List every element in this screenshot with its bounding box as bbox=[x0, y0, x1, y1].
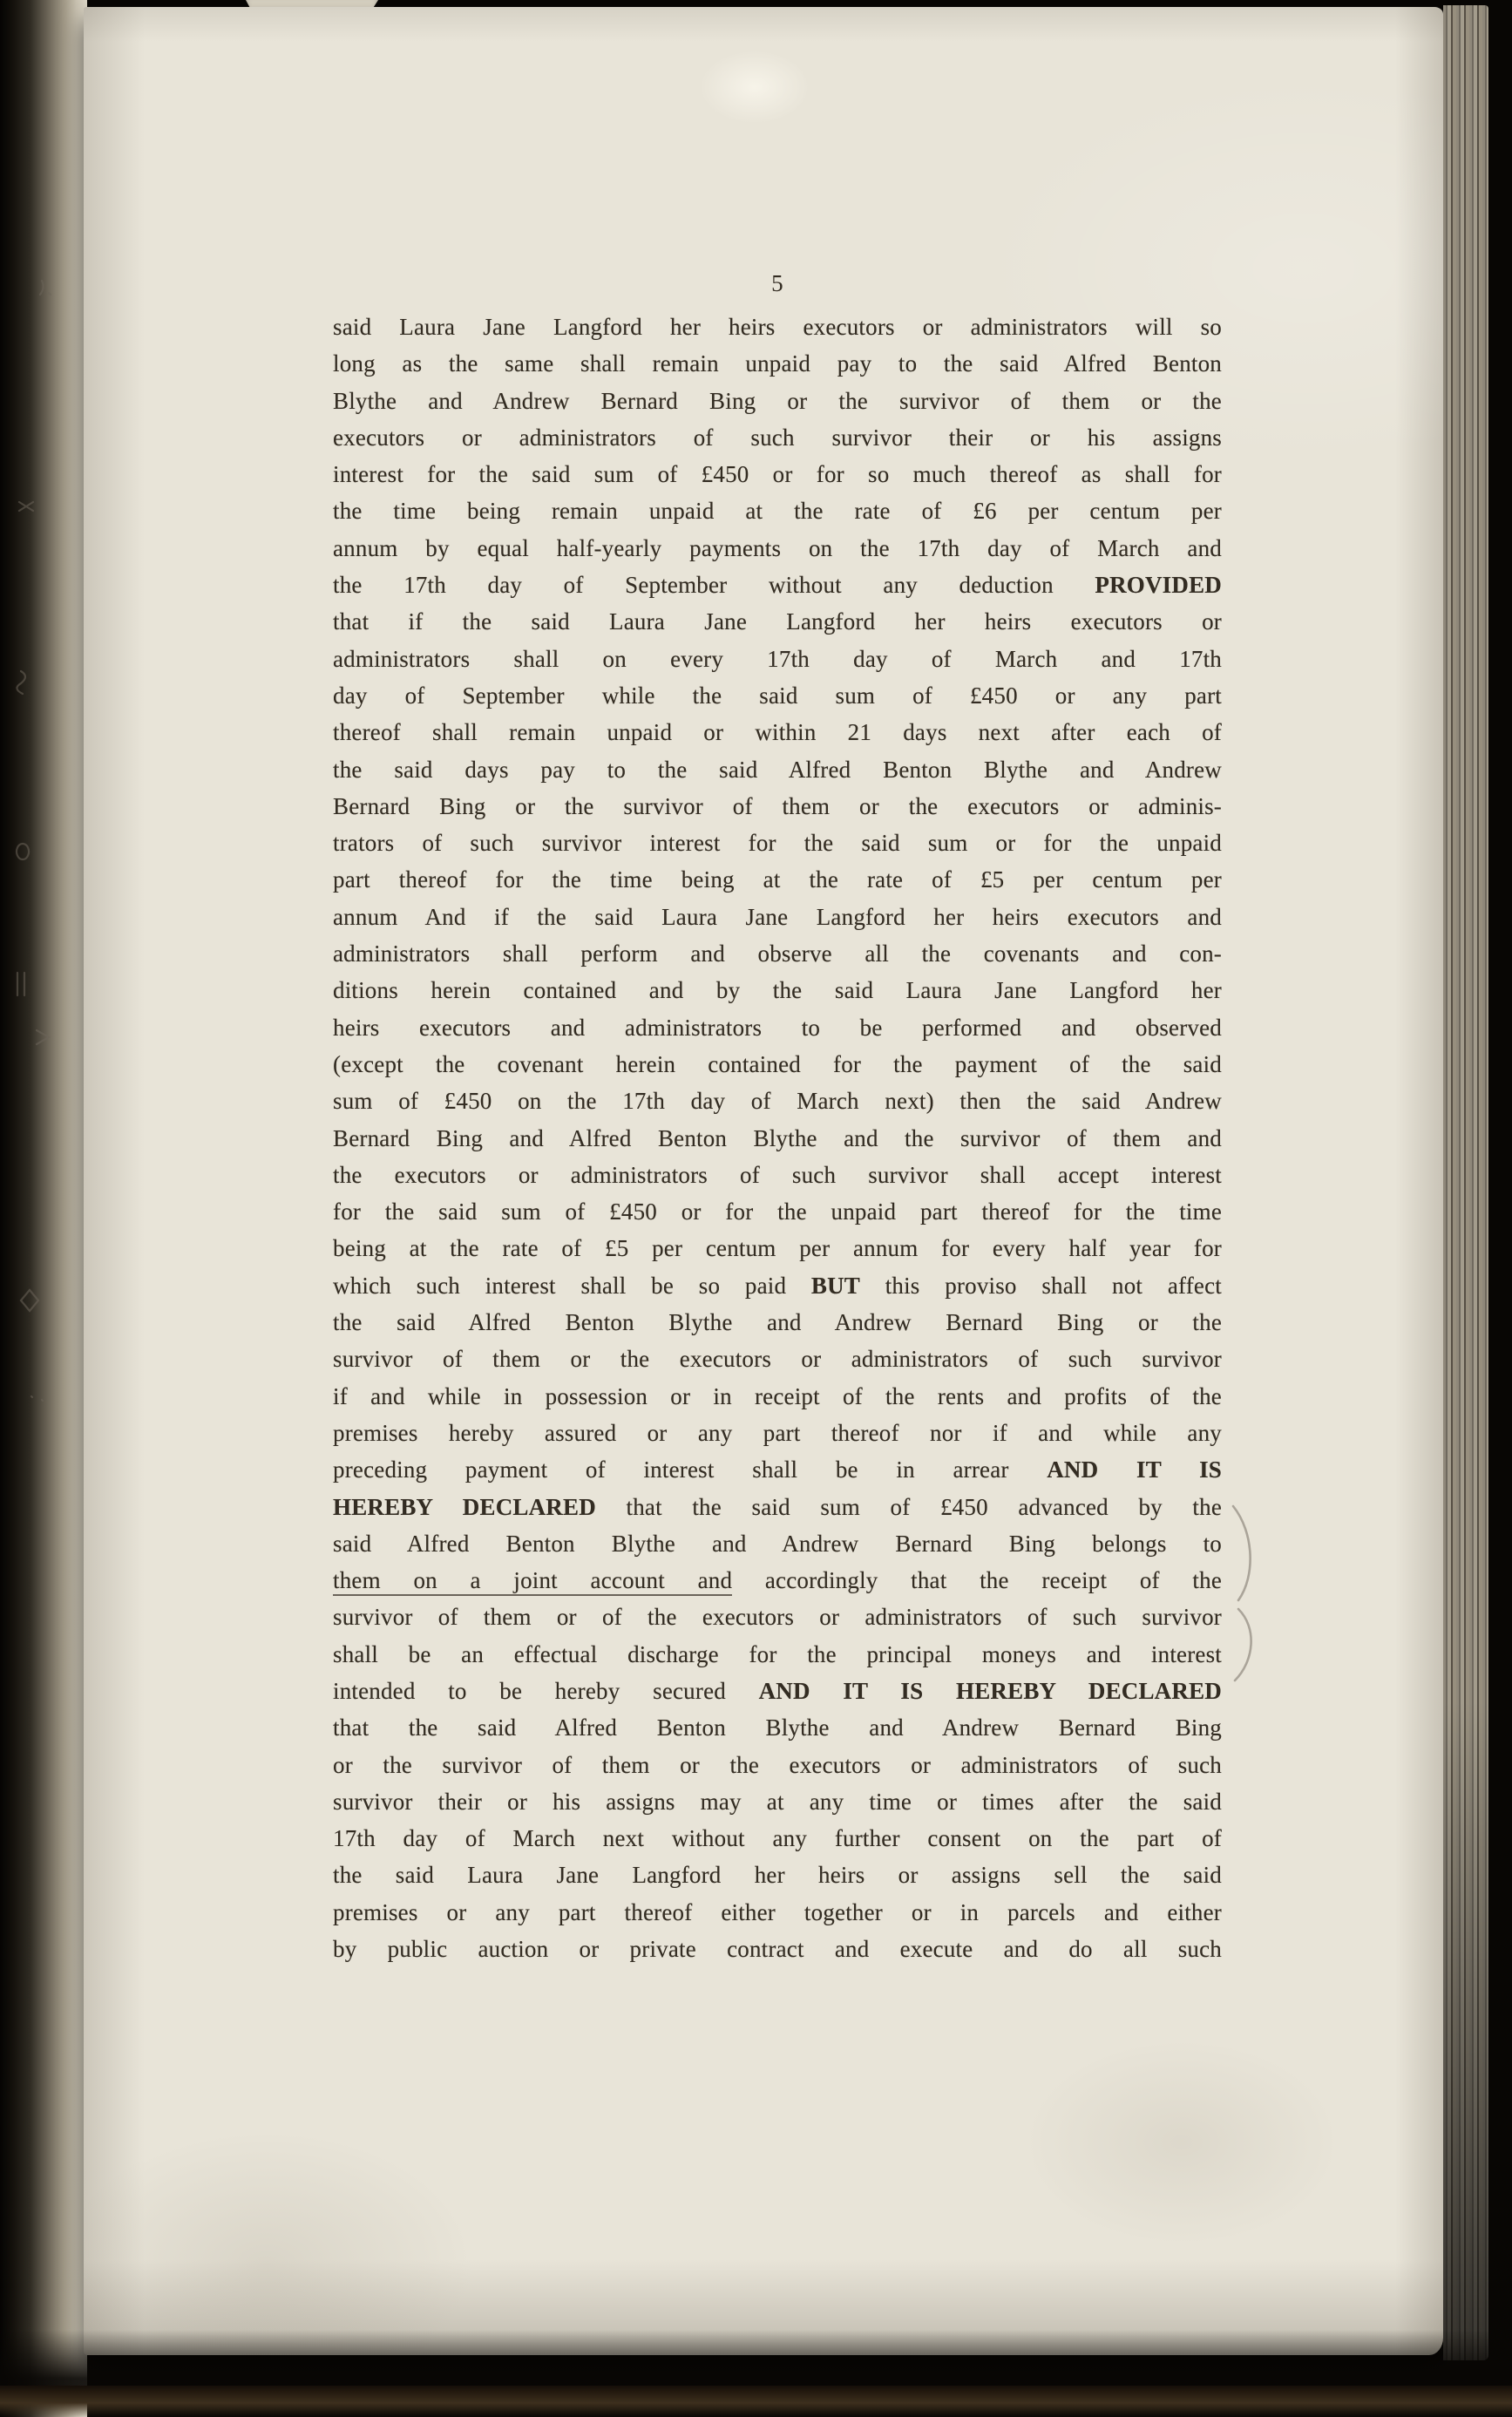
text-line bbox=[333, 1747, 1222, 1783]
text-line bbox=[333, 1783, 1222, 1820]
text-run: that if the said Laura Jane Langford her heirs executors or bbox=[333, 608, 1222, 635]
text-line bbox=[333, 972, 1222, 1008]
text-line bbox=[333, 456, 1222, 492]
text-run: the executors or administrators of such survivor shall accept interest bbox=[333, 1161, 1222, 1188]
text-run: ditions herein contained and by the said Laura Jane Langford her bbox=[333, 977, 1222, 1004]
text-run: which such interest shall be so paid bbox=[333, 1272, 811, 1299]
margin-pencil-marks bbox=[7, 279, 87, 1761]
text-run: being at the rate of £5 per centum per annum for every half year for bbox=[333, 1235, 1222, 1262]
text-run: long as the same shall remain unpaid pay to the said Alfred Benton bbox=[333, 350, 1222, 377]
text-run: (except the covenant herein contained for the payment of the said bbox=[333, 1050, 1222, 1077]
emphasized-text-run: PROVIDED bbox=[1095, 572, 1222, 599]
text-run: interest for the said sum of £450 or for so much thereof as shall for bbox=[333, 461, 1222, 488]
text-line bbox=[333, 492, 1222, 529]
text-line bbox=[333, 677, 1222, 714]
text-line bbox=[333, 1451, 1222, 1488]
text-run: survivor of them or of the executors or administrators of such survivor bbox=[333, 1604, 1222, 1631]
document-page bbox=[84, 7, 1443, 2355]
text-run: that the said sum of £450 advanced by the bbox=[595, 1493, 1222, 1520]
text-run: trators of such survivor interest for the said sum or for the unpaid bbox=[333, 830, 1222, 857]
text-run: premises hereby assured or any part thereof nor if and while any bbox=[333, 1419, 1222, 1446]
text-line bbox=[333, 1673, 1222, 1709]
text-line bbox=[333, 1709, 1222, 1746]
text-line bbox=[333, 309, 1222, 345]
text-run: 17th day of March next without any further consent on the part of bbox=[333, 1825, 1222, 1852]
margin-bracket-mark bbox=[1230, 1504, 1268, 1687]
text-run: administrators shall perform and observe all the covenants and con- bbox=[333, 940, 1222, 967]
text-run: for the said sum of £450 or for the unpaid part thereof for the time bbox=[333, 1198, 1222, 1225]
text-line bbox=[333, 899, 1222, 935]
text-line bbox=[333, 1857, 1222, 1893]
text-run: day of September while the said sum of £450 or any part bbox=[333, 682, 1222, 709]
text-line bbox=[333, 383, 1222, 419]
text-run: survivor their or his assigns may at any time or times after the said bbox=[333, 1788, 1222, 1815]
text-line bbox=[333, 567, 1222, 603]
emphasized-text-run: AND IT IS HEREBY DECLARED bbox=[758, 1677, 1222, 1704]
text-run: part thereof for the time being at the rate of £5 per centum per bbox=[333, 866, 1222, 893]
text-line bbox=[333, 1378, 1222, 1415]
text-line bbox=[333, 641, 1222, 677]
text-run: thereof shall remain unpaid or within 21 days next after each of bbox=[333, 719, 1222, 746]
text-line bbox=[333, 1636, 1222, 1673]
page-bottom-shadow bbox=[0, 2330, 1512, 2391]
emphasized-text-run: HEREBY DECLARED bbox=[333, 1493, 596, 1520]
text-line bbox=[333, 1931, 1222, 1967]
text-run: this proviso shall not affect bbox=[860, 1272, 1222, 1299]
text-run: the time being remain unpaid at the rate of £6 per centum per bbox=[333, 498, 1222, 525]
text-run: Blythe and Andrew Bernard Bing or the survivor of them or the bbox=[333, 387, 1222, 414]
emphasized-text-run: AND IT IS bbox=[1047, 1456, 1222, 1483]
text-run: Bernard Bing and Alfred Benton Blythe and the survivor of them and bbox=[333, 1124, 1222, 1151]
text-run: said Alfred Benton Blythe and Andrew Bernard Bing belongs to bbox=[333, 1530, 1222, 1557]
text-line bbox=[333, 1894, 1222, 1931]
text-run: annum And if the said Laura Jane Langford her heirs executors and bbox=[333, 903, 1222, 930]
text-line bbox=[333, 751, 1222, 788]
text-line bbox=[333, 1193, 1222, 1230]
text-run: the said Alfred Benton Blythe and Andrew Bernard Bing or the bbox=[333, 1309, 1222, 1336]
text-line bbox=[333, 1009, 1222, 1046]
text-line bbox=[333, 825, 1222, 861]
text-line bbox=[333, 345, 1222, 382]
text-run: annum by equal half-yearly payments on the 17th day of March and bbox=[333, 534, 1222, 561]
text-line bbox=[333, 861, 1222, 898]
text-line bbox=[333, 1267, 1222, 1304]
text-line bbox=[333, 530, 1222, 567]
text-line bbox=[333, 1599, 1222, 1635]
text-line bbox=[333, 1525, 1222, 1562]
text-line bbox=[333, 1230, 1222, 1266]
page-edges-right bbox=[1443, 5, 1488, 2360]
text-run: administrators shall on every 17th day of March and 17th bbox=[333, 645, 1222, 672]
deed-text-block bbox=[333, 309, 1222, 1967]
text-run: executors or administrators of such survivor their or his assigns bbox=[333, 424, 1222, 451]
text-line bbox=[333, 935, 1222, 972]
text-run: Bernard Bing or the survivor of them or the executors or adminis- bbox=[333, 792, 1222, 819]
text-run: or the survivor of them or the executors or administrators of such bbox=[333, 1751, 1222, 1778]
text-line bbox=[333, 1489, 1222, 1525]
text-run: premises or any part thereof either together or in parcels and either bbox=[333, 1898, 1222, 1925]
emphasized-text-run: BUT bbox=[810, 1272, 860, 1299]
text-run: said Laura Jane Langford her heirs executors or administrators will so bbox=[333, 314, 1222, 340]
text-run: shall be an effectual discharge for the principal moneys and interest bbox=[333, 1640, 1222, 1667]
text-run: heirs executors and administrators to be performed and observed bbox=[333, 1014, 1222, 1041]
text-run: sum of £450 on the 17th day of March next) then the said Andrew bbox=[333, 1088, 1222, 1115]
text-line bbox=[333, 1046, 1222, 1083]
text-line bbox=[333, 419, 1222, 456]
text-line bbox=[333, 1120, 1222, 1157]
text-run: by public auction or private contract and execute and do all such bbox=[333, 1936, 1222, 1963]
text-line bbox=[333, 603, 1222, 640]
text-run: preceding payment of interest shall be in arrear bbox=[333, 1456, 1048, 1483]
text-run: the said Laura Jane Langford her heirs or assigns sell the said bbox=[333, 1862, 1222, 1889]
text-line bbox=[333, 1415, 1222, 1451]
underlined-text-run: them on a joint account and bbox=[333, 1567, 732, 1596]
text-run: if and while in possession or in receipt of the rents and profits of the bbox=[333, 1382, 1222, 1409]
binding-bottom-strip bbox=[0, 2386, 1512, 2417]
text-line bbox=[333, 1820, 1222, 1857]
text-line bbox=[333, 1304, 1222, 1341]
text-run: survivor of them or the executors or administrators of such survivor bbox=[333, 1346, 1222, 1373]
text-line bbox=[333, 1341, 1222, 1377]
text-run: that the said Alfred Benton Blythe and Andrew Bernard Bing bbox=[333, 1714, 1222, 1741]
page-number: 5 bbox=[771, 270, 783, 296]
text-run: the said days pay to the said Alfred Benton Blythe and Andrew bbox=[333, 756, 1222, 783]
text-run: intended to be hereby secured bbox=[333, 1677, 759, 1704]
text-line bbox=[333, 788, 1222, 825]
text-run: the 17th day of September without any deduction bbox=[333, 572, 1095, 599]
text-line bbox=[333, 1157, 1222, 1193]
text-line bbox=[333, 1562, 1222, 1599]
text-run: accordingly that the receipt of the bbox=[732, 1567, 1223, 1594]
text-line bbox=[333, 1083, 1222, 1119]
text-line bbox=[333, 714, 1222, 750]
